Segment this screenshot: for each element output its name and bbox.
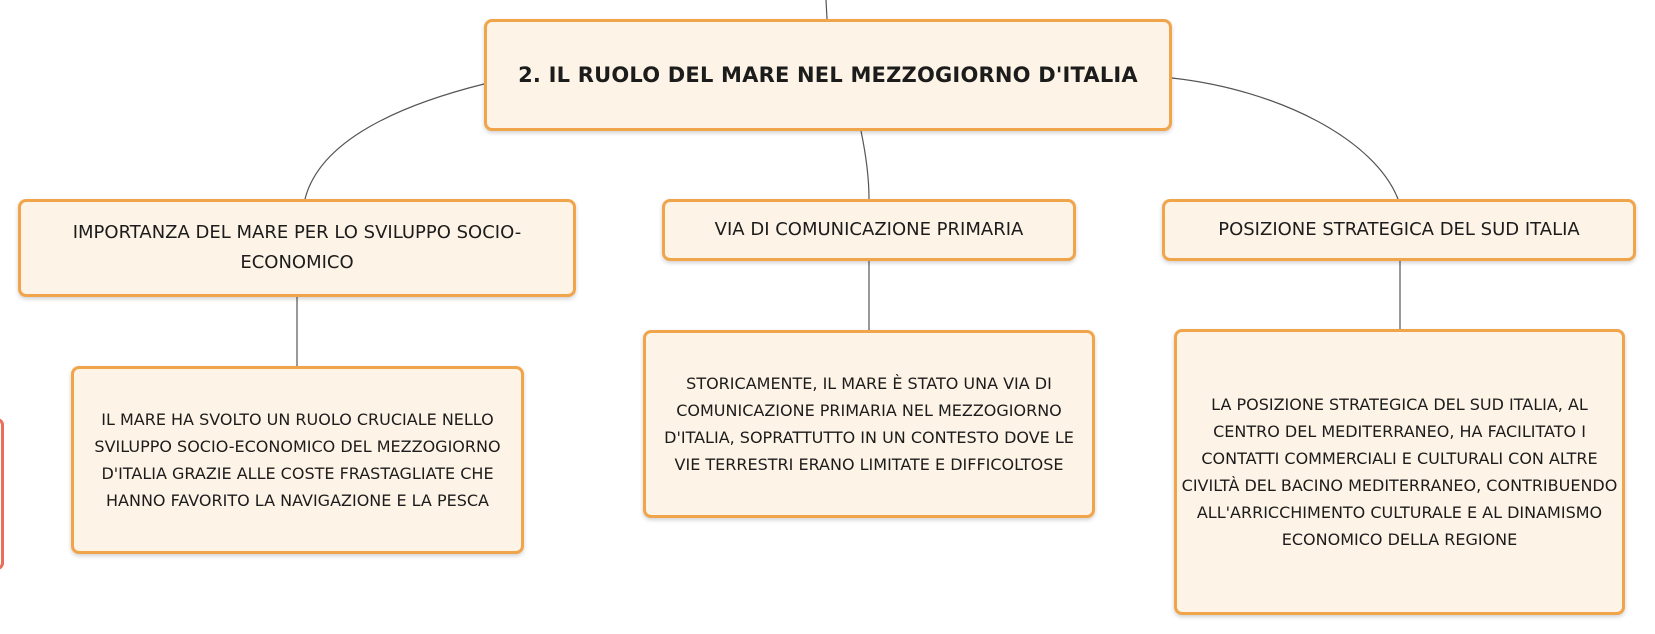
branch-label: IMPORTANZA DEL MARE PER LO SVILUPPO SOCIO-ECONOMICO bbox=[72, 222, 522, 273]
connector-from-parent bbox=[826, 0, 827, 19]
detail-text: LA POSIZIONE STRATEGICA DEL SUD ITALIA, AL CENTRO DEL MEDITERRANEO, HA FACILITATO I CONTATTI COMMERCIALI E CULTURALI CON ALTRE CIVILTÀ DEL BACINO MEDITERRANEO, CONTRIBUENDO ALL'ARRICCHIMENTO CULTURALE E AL DINAMISMO ECONOMICO DELLA REGIONE bbox=[1181, 395, 1618, 549]
detail-node-strategic-position[interactable] bbox=[1174, 329, 1625, 615]
connector-root-to-branch-2 bbox=[861, 131, 869, 199]
offscreen-node-edge[interactable] bbox=[0, 418, 4, 570]
root-topic-node[interactable] bbox=[484, 19, 1172, 131]
connector-root-to-branch-3 bbox=[1172, 78, 1398, 199]
detail-text: STORICAMENTE, IL MARE È STATO UNA VIA DI COMUNICAZIONE PRIMARIA NEL MEZZOGIORNO D'ITALIA, SOPRATTUTTO IN UN CONTESTO DOVE LE VIE TERRESTRI ERANO LIMITATE E DIFFICOLTOSE bbox=[664, 374, 1074, 474]
branch-node-communication[interactable] bbox=[662, 199, 1076, 261]
detail-node-communication[interactable] bbox=[643, 330, 1095, 518]
branch-node-socio-economic[interactable] bbox=[18, 199, 576, 297]
branch-node-strategic-position[interactable] bbox=[1162, 199, 1636, 261]
branch-label: POSIZIONE STRATEGICA DEL SUD ITALIA bbox=[1218, 219, 1580, 240]
detail-node-socio-economic[interactable] bbox=[71, 366, 524, 554]
connector-root-to-branch-1 bbox=[305, 84, 484, 199]
root-topic-label: 2. IL RUOLO DEL MARE NEL MEZZOGIORNO D'ITALIA bbox=[518, 63, 1138, 87]
detail-text: IL MARE HA SVOLTO UN RUOLO CRUCIALE NELLO SVILUPPO SOCIO-ECONOMICO DEL MEZZOGIORNO D'ITALIA GRAZIE ALLE COSTE FRASTAGLIATE CHE HANNO FAVORITO LA NAVIGAZIONE E LA PESCA bbox=[94, 410, 501, 510]
branch-label: VIA DI COMUNICAZIONE PRIMARIA bbox=[714, 219, 1024, 240]
